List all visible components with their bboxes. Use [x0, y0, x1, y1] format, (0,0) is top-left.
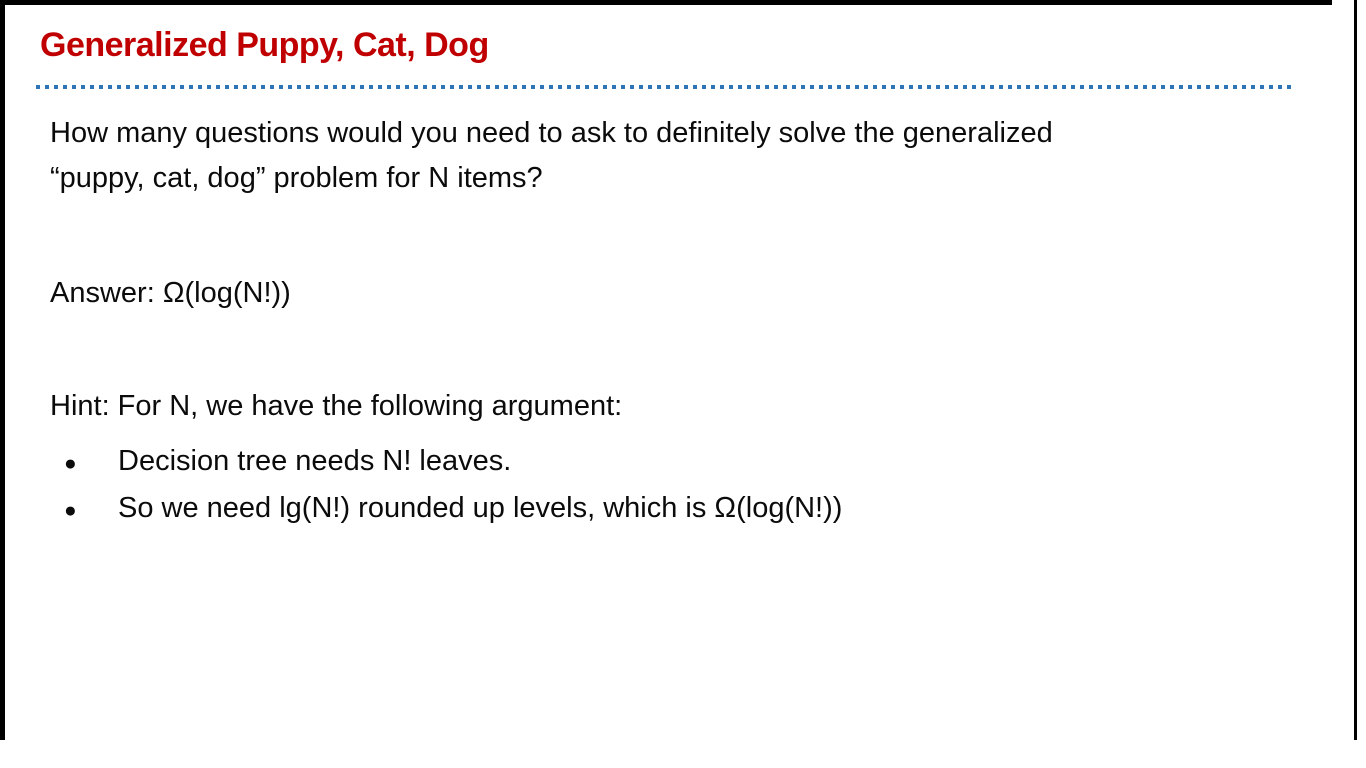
question-paragraph: [50, 111, 1300, 201]
slide-border-right: [1354, 0, 1357, 740]
bullet-icon: ●: [64, 452, 77, 475]
slide-border-left: [0, 0, 5, 740]
bullet-text-1: Decision tree needs N! leaves.: [118, 445, 512, 477]
list-item: [0, 439, 1300, 486]
hint-bullet-list: [0, 439, 1300, 533]
list-item: [0, 486, 1300, 533]
bullet-icon: ●: [64, 499, 77, 522]
question-line-2: “puppy, cat, dog” problem for N items?: [50, 162, 543, 194]
bullet-text-2: So we need lg(N!) rounded up levels, which is Ω(log(N!)): [118, 492, 843, 524]
dotted-divider-line: [36, 85, 1292, 89]
hint-text: Hint: For N, we have the following argument:: [50, 390, 623, 422]
slide-title: Generalized Puppy, Cat, Dog: [40, 26, 489, 64]
answer-text: Answer: Ω(log(N!)): [50, 277, 291, 309]
slide-border-top: [0, 0, 1332, 5]
question-line-1: How many questions would you need to ask to definitely solve the generalized: [50, 117, 1053, 149]
